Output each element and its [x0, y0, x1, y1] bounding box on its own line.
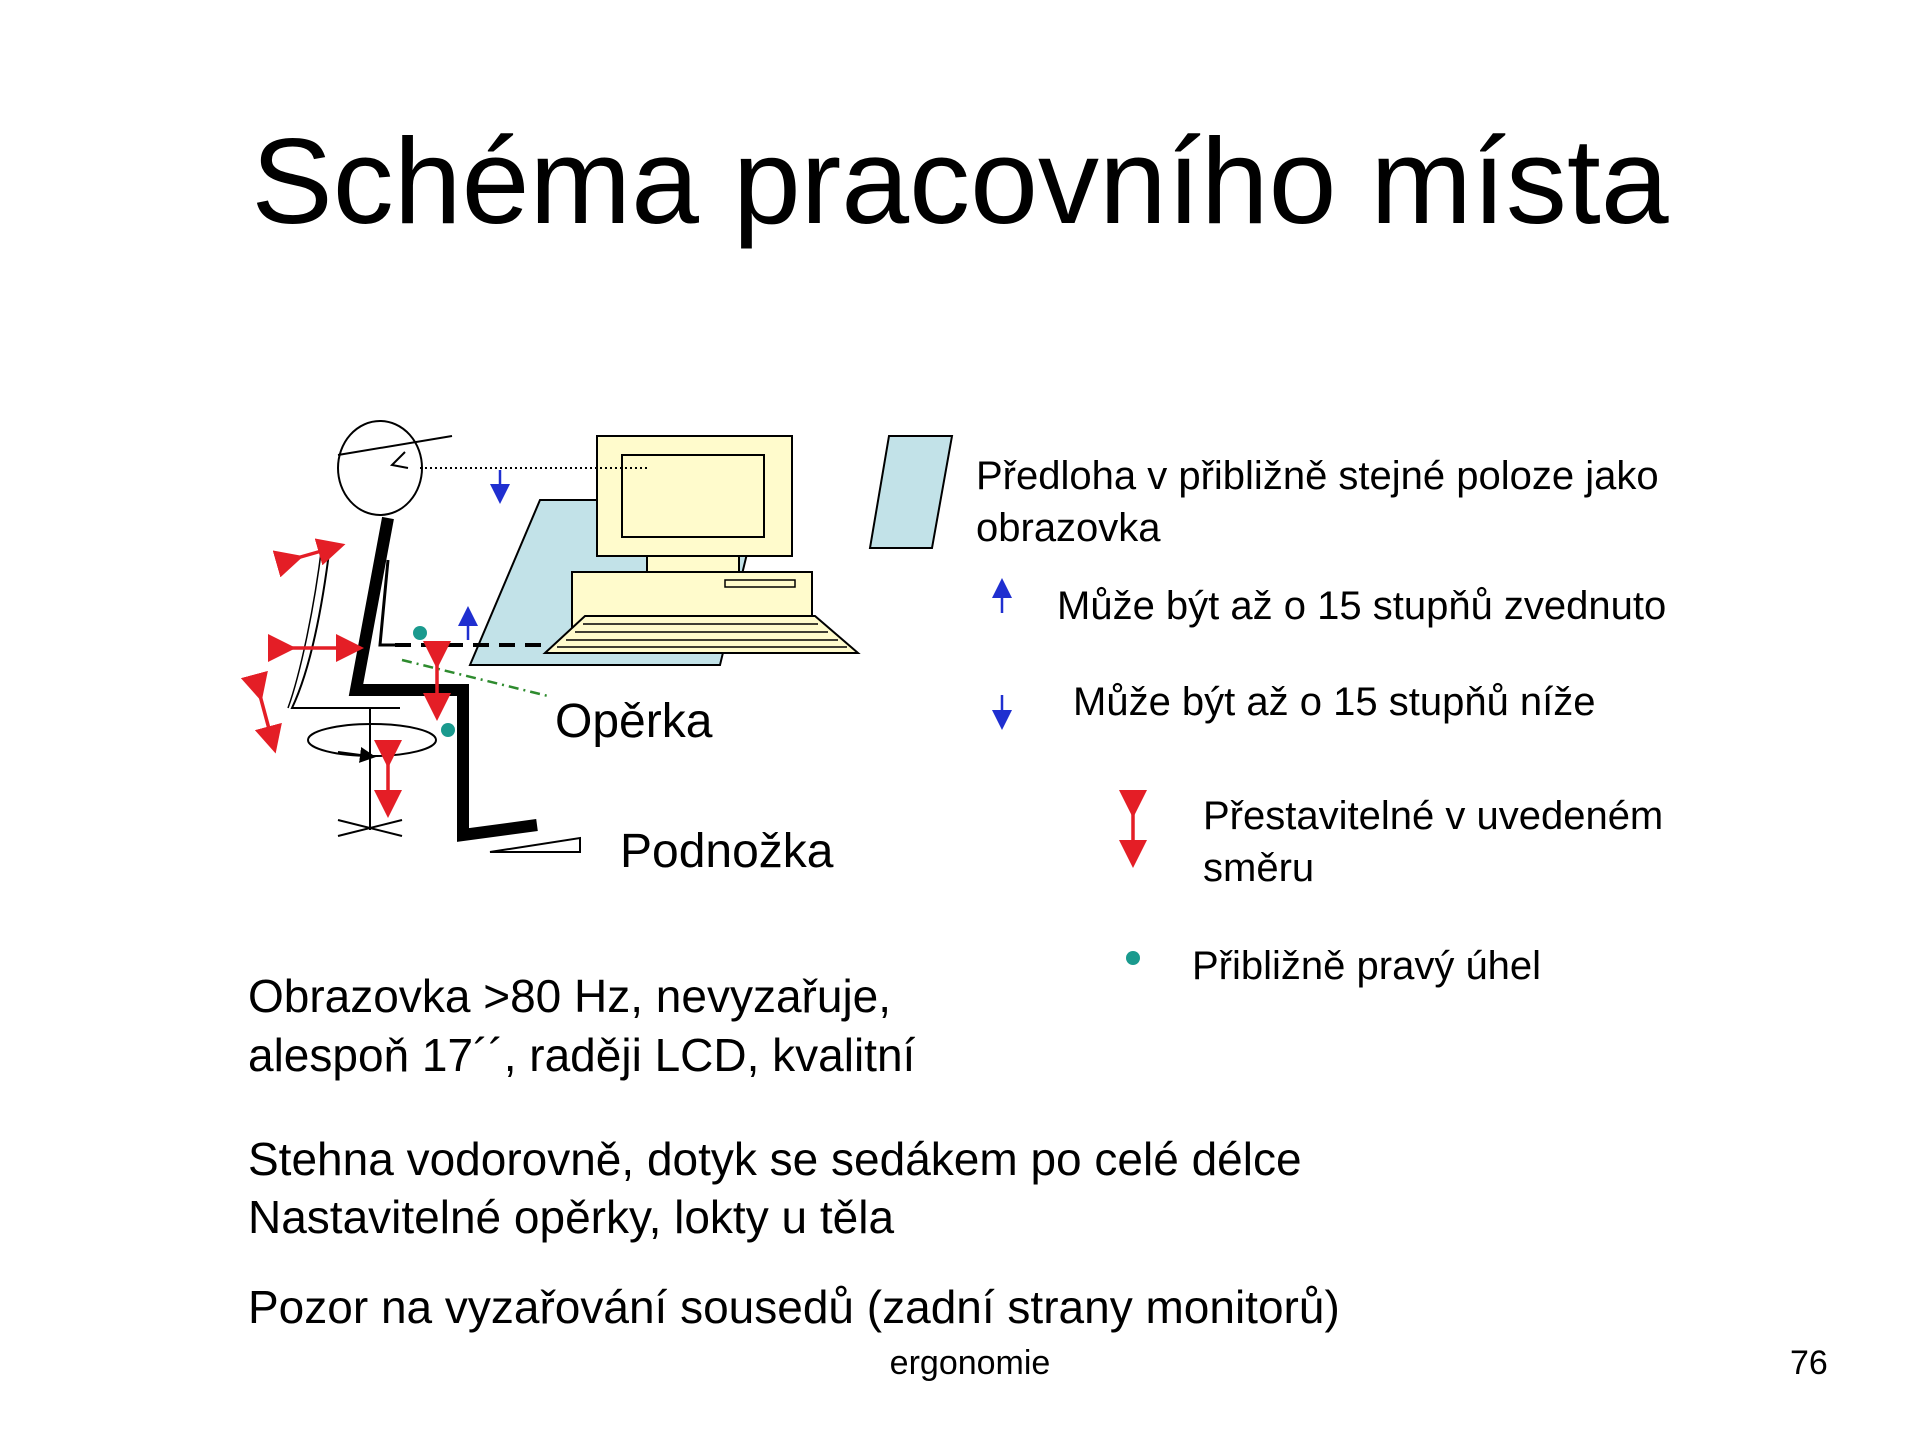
label-armrest: Opěrka — [555, 695, 713, 748]
note-screen-line2: alespoň 17´´, raději LCD, kvalitní — [248, 1029, 916, 1081]
legend-document-line2: obrazovka — [976, 506, 1161, 550]
page-number: 76 — [1790, 1344, 1828, 1382]
monitor — [572, 436, 812, 634]
legend-right-angle-text: Přibližně pravý úhel — [1192, 944, 1542, 988]
note-thighs-line1: Stehna vodorovně, dotyk se sedákem po celé délce — [248, 1133, 1302, 1185]
document-holder — [870, 436, 952, 548]
right-angle-dots — [413, 626, 1140, 965]
legend-adjustable-line1: Přestavitelné v uvedeném — [1203, 794, 1664, 838]
legend-document-line1: Předloha v přibližně stejné poloze jako — [976, 454, 1659, 498]
label-footrest: Podnožka — [620, 825, 834, 878]
note-screen-line1: Obrazovka >80 Hz, nevyzařuje, — [248, 970, 892, 1022]
keyboard — [545, 616, 858, 653]
note-thighs-line2: Nastavitelné opěrky, lokty u těla — [248, 1191, 895, 1243]
slide-title: Schéma pracovního místa — [251, 113, 1669, 249]
legend-down-arrow-text: Může být až o 15 stupňů níže — [1073, 680, 1596, 724]
footrest — [490, 838, 580, 852]
note-radiation: Pozor na vyzařování sousedů (zadní strany monitorů) — [248, 1281, 1340, 1333]
legend-up-arrow-text: Může být až o 15 stupňů zvednuto — [1057, 584, 1667, 628]
legend-adjustable-line2: směru — [1203, 846, 1315, 890]
footer-label: ergonomie — [889, 1344, 1051, 1382]
